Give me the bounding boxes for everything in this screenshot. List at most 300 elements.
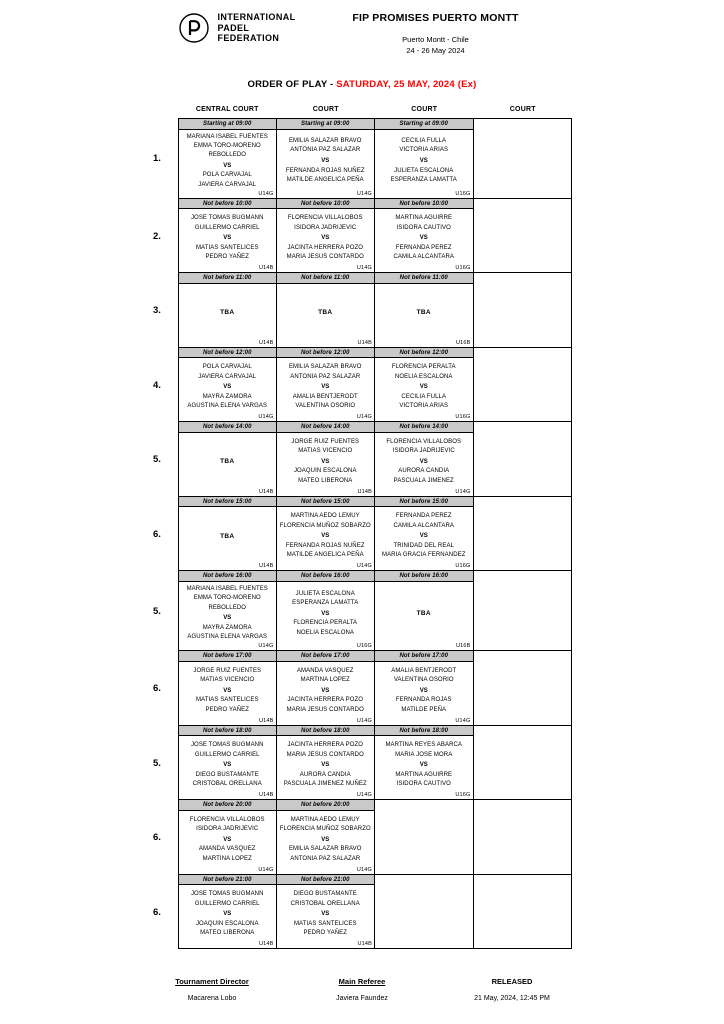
player-name: AGUSTINA ELENA VARGAS xyxy=(187,403,268,410)
match-body xyxy=(179,811,276,874)
player-name: AMANDA VASQUEZ xyxy=(198,846,256,853)
player-name: ANTONIA PAZ SALAZAR xyxy=(290,855,361,862)
tba-label: TBA xyxy=(220,309,235,317)
match-cell xyxy=(277,497,376,572)
released-block xyxy=(467,977,557,1002)
empty-court-cell xyxy=(474,118,573,199)
player-name: VICTORIA ARIAS xyxy=(399,403,449,410)
player-name: VALENTINA OSORIO xyxy=(393,677,454,684)
player-name: MARTINA REYES ABARCA xyxy=(385,742,463,749)
vs-label: VS xyxy=(321,610,330,617)
category-code: U14B xyxy=(357,941,372,948)
player-name: ISIDORA CAUTIVO xyxy=(396,224,451,231)
empty-court-cell xyxy=(474,273,573,348)
player-name: PEDRO YAÑEZ xyxy=(205,254,250,261)
row-number-gutter-header xyxy=(152,106,178,113)
player-name: CAMILA ALCANTARA xyxy=(393,522,454,529)
match-cell xyxy=(178,726,277,801)
player-name: ISIDORA JADRIJEVIC xyxy=(294,224,357,231)
logo-line-3: FEDERATION xyxy=(217,33,280,44)
empty-court-cell xyxy=(474,422,573,497)
vs-label: VS xyxy=(321,384,330,391)
category-code: U16B xyxy=(455,339,471,346)
event-dates: 24 - 26 May 2024 xyxy=(406,46,465,55)
category-code: U16G xyxy=(455,190,471,197)
match-number: 5. xyxy=(153,757,161,769)
match-number: 6. xyxy=(153,832,161,844)
tournament-director-block xyxy=(167,977,257,1002)
schedule-row xyxy=(152,422,572,497)
match-time-strip: Not before 14:00 xyxy=(277,422,375,433)
category-code: U16G xyxy=(356,643,372,650)
category-code: U14B xyxy=(258,563,274,570)
player-name: JOSE TOMAS BUGMANN xyxy=(190,742,264,749)
match-body xyxy=(375,130,473,198)
player-name: JACINTA HERRERA POZO xyxy=(287,697,364,704)
match-cell xyxy=(178,875,277,950)
player-name: MARTINA AGUIRRE xyxy=(395,215,453,222)
player-name: GUILLERMO CARRIEL xyxy=(194,900,260,907)
vs-label: VS xyxy=(321,911,330,918)
schedule-row xyxy=(152,726,572,801)
match-time-strip: Starting at 09:00 xyxy=(375,119,473,130)
player-name: POLA CARVAJAL xyxy=(202,364,252,371)
category-code: U14G xyxy=(356,414,372,421)
main-referee-block xyxy=(317,977,407,1002)
empty-court-cell xyxy=(474,571,573,651)
match-body xyxy=(277,662,375,725)
player-name: FERNANDA PEREZ xyxy=(395,513,452,520)
match-number: 1. xyxy=(153,152,161,164)
match-time-strip: Not before 15:00 xyxy=(375,497,473,508)
match-body xyxy=(277,736,375,799)
player-name: NOELIA ESCALONA xyxy=(394,373,453,380)
match-time-strip: Not before 15:00 xyxy=(179,497,276,508)
player-name: JOAQUIN ESCALONA xyxy=(293,468,357,475)
logo-line-1: INTERNATIONAL xyxy=(217,12,296,23)
vs-label: VS xyxy=(223,162,232,169)
player-name: FLORENCIA PERALTA xyxy=(293,620,358,627)
empty-court-cell xyxy=(375,800,474,875)
vs-label: VS xyxy=(321,158,330,165)
vs-label: VS xyxy=(223,911,232,918)
match-cell xyxy=(277,875,376,950)
match-body xyxy=(277,582,375,650)
player-name: MARIA JESUS CONTARDO xyxy=(286,751,364,758)
event-title: FIP PROMISES PUERTO MONTT xyxy=(352,12,519,24)
schedule-table xyxy=(152,118,572,949)
category-code: U14B xyxy=(258,488,274,495)
player-name: MATEO LIBERONA xyxy=(298,477,353,484)
match-body xyxy=(277,209,375,272)
match-time-strip: Not before 11:00 xyxy=(277,273,375,284)
category-code: U14G xyxy=(356,265,372,272)
match-time-strip: Not before 20:00 xyxy=(179,800,276,811)
vs-label: VS xyxy=(223,235,232,242)
match-time-strip: Not before 20:00 xyxy=(277,800,375,811)
player-name: MATIAS SANTELICES xyxy=(293,920,357,927)
player-name: PEDRO YAÑEZ xyxy=(303,930,348,937)
player-name: ANTONIA PAZ SALAZAR xyxy=(290,147,361,154)
player-name: FLORENCIA PERALTA xyxy=(391,364,456,371)
player-name: PEDRO YAÑEZ xyxy=(205,706,250,713)
schedule-row xyxy=(152,348,572,423)
match-time-strip: Starting at 09:00 xyxy=(277,119,375,130)
match-cell xyxy=(178,273,277,348)
match-body xyxy=(375,582,473,650)
match-time-strip: Not before 14:00 xyxy=(375,422,473,433)
empty-court-cell xyxy=(474,800,573,875)
match-number: 4. xyxy=(153,379,161,391)
match-time-strip: Not before 14:00 xyxy=(179,422,276,433)
match-cell xyxy=(277,118,376,199)
category-code: U14G xyxy=(356,563,372,570)
vs-label: VS xyxy=(419,687,428,694)
column-header-court-3: COURT xyxy=(411,106,438,113)
vs-label: VS xyxy=(419,158,428,165)
match-body xyxy=(179,582,276,650)
match-body xyxy=(277,811,375,874)
match-cell xyxy=(277,273,376,348)
player-name: AURORA CANDIA xyxy=(398,468,450,475)
player-name: JACINTA HERRERA POZO xyxy=(287,244,364,251)
document-header xyxy=(0,0,724,55)
category-code: U14G xyxy=(356,866,372,873)
category-code: U14G xyxy=(356,792,372,799)
match-time-strip: Not before 18:00 xyxy=(277,726,375,737)
ipf-logo-icon xyxy=(178,12,210,44)
category-code: U16B xyxy=(455,643,471,650)
ipf-logo-block xyxy=(178,12,295,44)
player-name: EMMA TORO-MORENO REBOLLEDO xyxy=(193,142,261,159)
schedule-row xyxy=(152,571,572,651)
match-time-strip: Not before 11:00 xyxy=(375,273,473,284)
match-cell xyxy=(178,571,277,651)
category-code: U16G xyxy=(455,414,471,421)
player-name: EMILIA SALAZAR BRAVO xyxy=(288,364,362,371)
main-referee-name: Javiera Faundez xyxy=(336,995,388,1003)
ipf-logo-text xyxy=(217,12,295,44)
player-name: PASCUALA JIMENEZ NUÑEZ xyxy=(283,781,367,788)
schedule-section xyxy=(152,106,572,949)
player-name: JULIETA ESCALONA xyxy=(295,590,355,597)
player-name: POLA CARVAJAL xyxy=(202,172,252,179)
category-code: U14G xyxy=(258,866,274,873)
player-name: JOSE TOMAS BUGMANN xyxy=(190,215,264,222)
match-number: 5. xyxy=(153,454,161,466)
player-name: MATILDE ANGELICA PEÑA xyxy=(286,177,364,184)
match-body xyxy=(179,433,276,496)
empty-court-cell xyxy=(375,875,474,950)
match-cell xyxy=(178,348,277,423)
column-header-court-2: COURT xyxy=(312,106,339,113)
player-name: ISIDORA CAUTIVO xyxy=(396,781,451,788)
player-name: AMALIA BENTJERODT xyxy=(391,667,457,674)
player-name: MATEO LIBERONA xyxy=(200,930,255,937)
category-code: U14G xyxy=(258,643,274,650)
category-code: U14G xyxy=(455,717,471,724)
match-cell xyxy=(277,348,376,423)
player-name: EMILIA SALAZAR BRAVO xyxy=(288,138,362,145)
player-name: JAVIERA CARVAJAL xyxy=(198,373,257,380)
player-name: ISIDORA JADRIJEVIC xyxy=(196,826,259,833)
match-cell xyxy=(375,651,474,726)
tba-label: TBA xyxy=(220,532,235,540)
player-name: CRISTOBAL ORELLANA xyxy=(192,781,262,788)
player-name: MARTINA AEDO LEMUY xyxy=(290,513,360,520)
category-code: U16G xyxy=(455,265,471,272)
empty-court-cell xyxy=(474,348,573,423)
player-name: MARTINA AGUIRRE xyxy=(395,771,453,778)
player-name: MATIAS SANTELICES xyxy=(195,697,259,704)
match-cell xyxy=(178,422,277,497)
player-name: GUILLERMO CARRIEL xyxy=(194,751,260,758)
match-body xyxy=(277,507,375,570)
match-number: 3. xyxy=(153,305,161,317)
match-time-strip: Not before 17:00 xyxy=(375,651,473,662)
vs-label: VS xyxy=(419,384,428,391)
schedule-row xyxy=(152,199,572,274)
match-time-strip: Not before 21:00 xyxy=(277,875,375,886)
match-body xyxy=(277,130,375,198)
match-time-strip: Not before 21:00 xyxy=(179,875,276,886)
player-name: MARIA JESUS CONTARDO xyxy=(286,254,364,261)
match-time-strip: Not before 16:00 xyxy=(277,571,375,582)
category-code: U14G xyxy=(455,488,471,495)
match-cell xyxy=(375,422,474,497)
vs-label: VS xyxy=(419,533,428,540)
match-number: 6. xyxy=(153,683,161,695)
released-date: 21 May, 2024, 12:45 PM xyxy=(474,995,550,1003)
match-time-strip: Not before 10:00 xyxy=(375,199,473,210)
schedule-row xyxy=(152,273,572,348)
vs-label: VS xyxy=(321,836,330,843)
event-info xyxy=(326,12,546,55)
match-body xyxy=(179,885,276,948)
player-name: FLORENCIA VILLALOBOS xyxy=(386,438,462,445)
player-name: AMALIA BENTJERODT xyxy=(292,393,358,400)
player-name: MATILDE ANGELICA PEÑA xyxy=(286,552,364,559)
match-body xyxy=(277,433,375,496)
match-number: 5. xyxy=(153,605,161,617)
match-time-strip: Not before 15:00 xyxy=(277,497,375,508)
category-code: U14B xyxy=(258,265,274,272)
vs-label: VS xyxy=(223,762,232,769)
player-name: FERNANDA ROJAS NUÑEZ xyxy=(285,167,365,174)
player-name: JAVIERA CARVAJAL xyxy=(198,181,257,188)
match-cell xyxy=(375,726,474,801)
match-body xyxy=(375,209,473,272)
column-header-court-4: COURT xyxy=(509,106,536,113)
player-name: DIEGO BUSTAMANTE xyxy=(293,891,357,898)
player-name: JOSE TOMAS BUGMANN xyxy=(190,891,264,898)
empty-court-cell xyxy=(474,199,573,274)
player-name: MARTINA LOPEZ xyxy=(202,855,252,862)
player-name: MATIAS VICENCIO xyxy=(200,677,255,684)
player-name: FLORENCIA VILLALOBOS xyxy=(287,215,363,222)
player-name: CAMILA ALCANTARA xyxy=(393,254,454,261)
column-header-central-court: CENTRAL COURT xyxy=(195,106,259,113)
player-name: DIEGO BUSTAMANTE xyxy=(195,771,259,778)
vs-label: VS xyxy=(321,533,330,540)
player-name: CRISTOBAL ORELLANA xyxy=(290,900,360,907)
player-name: MAYRA ZAMORA xyxy=(202,624,252,631)
tba-label: TBA xyxy=(416,610,431,618)
match-body xyxy=(375,507,473,570)
match-cell xyxy=(277,800,376,875)
player-name: JULIETA ESCALONA xyxy=(394,167,454,174)
empty-court-cell xyxy=(474,726,573,801)
vs-label: VS xyxy=(321,762,330,769)
player-name: MARIANA ISABEL FUENTES xyxy=(186,585,268,592)
match-body xyxy=(179,209,276,272)
vs-label: VS xyxy=(321,687,330,694)
empty-court-cell xyxy=(474,651,573,726)
match-time-strip: Not before 12:00 xyxy=(179,348,276,359)
match-cell xyxy=(375,348,474,423)
match-cell xyxy=(375,199,474,274)
vs-label: VS xyxy=(419,762,428,769)
vs-label: VS xyxy=(223,384,232,391)
schedule-row xyxy=(152,118,572,199)
player-name: FLORENCIA MUÑOZ SOBARZO xyxy=(279,826,371,833)
player-name: VALENTINA OSORIO xyxy=(295,403,356,410)
match-cell xyxy=(375,571,474,651)
player-name: TRINIDAD DEL REAL xyxy=(393,542,454,549)
player-name: FERNANDA PEREZ xyxy=(395,244,452,251)
category-code: U14B xyxy=(357,339,372,346)
match-body xyxy=(375,662,473,725)
match-body xyxy=(179,284,276,347)
player-name: ISIDORA JADRIJEVIC xyxy=(392,448,455,455)
match-body xyxy=(375,284,473,347)
tournament-director-label: Tournament Director xyxy=(175,977,249,987)
player-name: MARIANA ISABEL FUENTES xyxy=(186,133,268,140)
empty-court-cell xyxy=(474,497,573,572)
match-body xyxy=(179,358,276,421)
match-cell xyxy=(178,497,277,572)
match-cell xyxy=(178,651,277,726)
category-code: U14B xyxy=(258,717,274,724)
match-body xyxy=(277,885,375,948)
vs-label: VS xyxy=(419,235,428,242)
match-body xyxy=(375,736,473,799)
player-name: MATIAS VICENCIO xyxy=(298,448,353,455)
player-name: CECILIA FULLA xyxy=(401,393,447,400)
player-name: MARIA JOSE MORA xyxy=(395,751,453,758)
player-name: MARIA GRACIA FERNANDEZ xyxy=(381,552,466,559)
player-name: MATIAS SANTELICES xyxy=(195,244,259,251)
match-cell xyxy=(375,118,474,199)
vs-label: VS xyxy=(419,458,428,465)
player-name: JORGE RUIZ FUENTES xyxy=(291,438,360,445)
player-name: GUILLERMO CARRIEL xyxy=(194,224,260,231)
match-body xyxy=(375,358,473,421)
match-time-strip: Not before 16:00 xyxy=(375,571,473,582)
vs-label: VS xyxy=(321,458,330,465)
match-body xyxy=(179,507,276,570)
player-name: ESPERANZA LAMATTA xyxy=(292,599,359,606)
player-name: FERNANDA ROJAS NUÑEZ xyxy=(285,542,365,549)
match-time-strip: Not before 16:00 xyxy=(179,571,276,582)
vs-label: VS xyxy=(223,836,232,843)
player-name: FLORENCIA MUÑOZ SOBARZO xyxy=(279,522,371,529)
category-code: U14B xyxy=(258,339,274,346)
player-name: MARIA JESUS CONTARDO xyxy=(286,706,364,713)
player-name: NOELIA ESCALONA xyxy=(296,629,355,636)
match-cell xyxy=(375,273,474,348)
match-number: 2. xyxy=(153,230,161,242)
tba-label: TBA xyxy=(416,309,431,317)
player-name: EMMA TORO-MORENO REBOLLEDO xyxy=(193,595,261,611)
tba-label: TBA xyxy=(220,458,235,466)
empty-court-cell xyxy=(474,875,573,950)
match-body xyxy=(277,284,375,347)
court-column-headers xyxy=(152,106,572,113)
match-cell xyxy=(375,497,474,572)
logo-line-2: PADEL xyxy=(217,22,250,33)
event-location: Puerto Montt - Chile xyxy=(402,35,469,44)
player-name: JOAQUIN ESCALONA xyxy=(195,920,259,927)
match-time-strip: Not before 10:00 xyxy=(179,199,276,210)
match-body xyxy=(277,358,375,421)
match-cell xyxy=(178,199,277,274)
category-code: U14G xyxy=(356,717,372,724)
match-cell xyxy=(277,651,376,726)
title-date-highlight: SATURDAY, 25 MAY, 2024 (Ex) xyxy=(336,79,477,90)
category-code: U16G xyxy=(455,792,471,799)
match-time-strip: Not before 12:00 xyxy=(277,348,375,359)
category-code: U14G xyxy=(258,414,274,421)
match-time-strip: Not before 17:00 xyxy=(179,651,276,662)
player-name: JACINTA HERRERA POZO xyxy=(287,742,364,749)
match-time-strip: Not before 18:00 xyxy=(375,726,473,737)
main-referee-label: Main Referee xyxy=(338,977,386,987)
category-code: U14B xyxy=(258,792,274,799)
document-footer xyxy=(0,977,724,1002)
player-name: AURORA CANDIA xyxy=(299,771,351,778)
schedule-row xyxy=(152,800,572,875)
match-cell xyxy=(277,726,376,801)
category-code: U14B xyxy=(258,941,274,948)
match-time-strip: Starting at 09:00 xyxy=(179,119,276,130)
player-name: FLORENCIA VILLALOBOS xyxy=(189,816,265,823)
schedule-row xyxy=(152,651,572,726)
player-name: PASCUALA JIMENEZ xyxy=(393,477,454,484)
player-name: CECILIA FULLA xyxy=(401,138,447,145)
player-name: AMANDA VASQUEZ xyxy=(296,667,354,674)
match-cell xyxy=(277,199,376,274)
category-code: U14G xyxy=(356,190,372,197)
released-label: RELEASED xyxy=(491,977,533,987)
category-code: U14B xyxy=(357,488,372,495)
match-body xyxy=(179,736,276,799)
match-cell xyxy=(277,571,376,651)
match-body xyxy=(179,662,276,725)
player-name: AGUSTINA ELENA VARGAS xyxy=(187,634,268,641)
player-name: MARTINA LOPEZ xyxy=(300,677,350,684)
match-number: 6. xyxy=(153,528,161,540)
title-prefix: ORDER OF PLAY - xyxy=(247,79,337,90)
player-name: MARTINA AEDO LEMUY xyxy=(290,816,360,823)
order-of-play-title xyxy=(0,79,724,90)
player-name: MATILDE PEÑA xyxy=(401,706,447,713)
match-time-strip: Not before 11:00 xyxy=(179,273,276,284)
player-name: JORGE RUIZ FUENTES xyxy=(193,667,262,674)
category-code: U14G xyxy=(258,190,274,197)
schedule-row xyxy=(152,497,572,572)
vs-label: VS xyxy=(321,235,330,242)
